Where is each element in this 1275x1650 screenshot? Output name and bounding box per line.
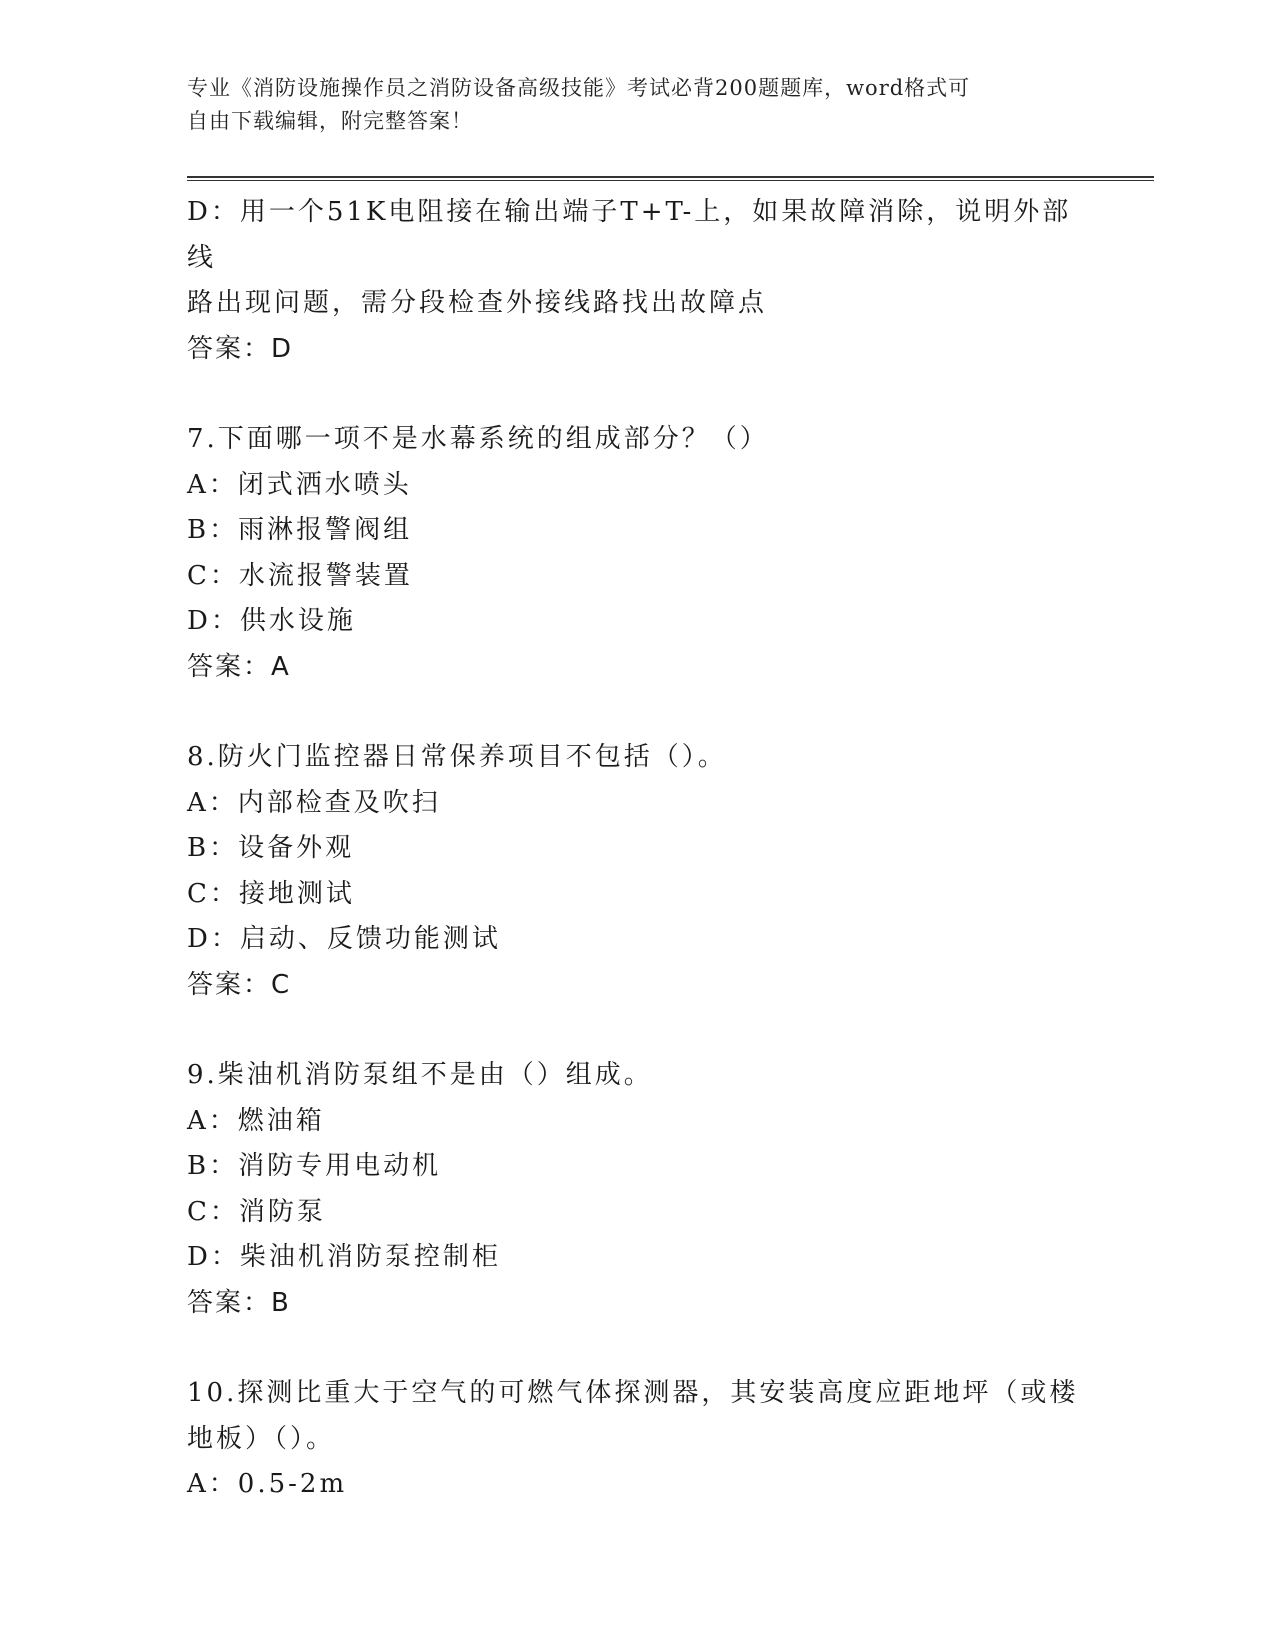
question-10 (187, 1371, 1087, 1508)
spacer (187, 1326, 1087, 1371)
question-stem: 7.下面哪一项不是水幕系统的组成部分？（） (187, 424, 769, 454)
option-a: A：燃油箱 (187, 1105, 325, 1136)
option-a: A：0.5-2m (187, 1469, 348, 1499)
option-d: D：用一个51K电阻接在输出端子T+T-上，如果故障消除，说明外部线 (187, 197, 1072, 273)
question-stem: 9.柴油机消防泵组不是由（）组成。 (187, 1060, 653, 1090)
option-d: D：柴油机消防泵控制柜 (187, 1242, 501, 1272)
option-a: A：内部检查及吹扫 (187, 787, 441, 818)
answer-line: 答案：A (187, 651, 291, 682)
question-stem-continued: 地板）（）。 (187, 1423, 336, 1454)
option-a: A：闭式洒水喷头 (187, 469, 412, 500)
option-c: C：水流报警装置 (187, 560, 413, 591)
option-d-continued: 路出现问题，需分段检查外接线路找出故障点 (187, 288, 768, 318)
question-8 (187, 735, 1087, 1008)
spacer (187, 372, 1087, 417)
page-header (187, 72, 1067, 138)
question-7 (187, 417, 1087, 690)
answer-line: 答案：D (187, 333, 294, 364)
option-b: B：雨淋报警阀组 (187, 515, 413, 545)
option-d: D：供水设施 (187, 606, 356, 636)
header-line-2: 自由下载编辑，附完整答案！ (187, 109, 473, 133)
question-6-tail (187, 190, 1087, 372)
option-b: B：设备外观 (187, 833, 355, 863)
question-stem: 8.防火门监控器日常保养项目不包括（）。 (187, 742, 727, 772)
document-body (187, 190, 1087, 1508)
question-9 (187, 1053, 1087, 1326)
question-stem: 10.探测比重大于空气的可燃气体探测器，其安装高度应距地坪（或楼 (187, 1378, 1079, 1408)
header-divider (187, 176, 1154, 181)
answer-line: 答案：C (187, 969, 292, 1000)
spacer (187, 1008, 1087, 1053)
option-c: C：消防泵 (187, 1196, 326, 1227)
answer-line: 答案：B (187, 1287, 291, 1318)
spacer (187, 690, 1087, 735)
header-line-1: 专业《消防设施操作员之消防设备高级技能》考试必背200题题库，word格式可 (187, 76, 971, 100)
option-b: B：消防专用电动机 (187, 1151, 442, 1181)
option-d: D：启动、反馈功能测试 (187, 924, 501, 954)
option-c: C：接地测试 (187, 878, 355, 909)
